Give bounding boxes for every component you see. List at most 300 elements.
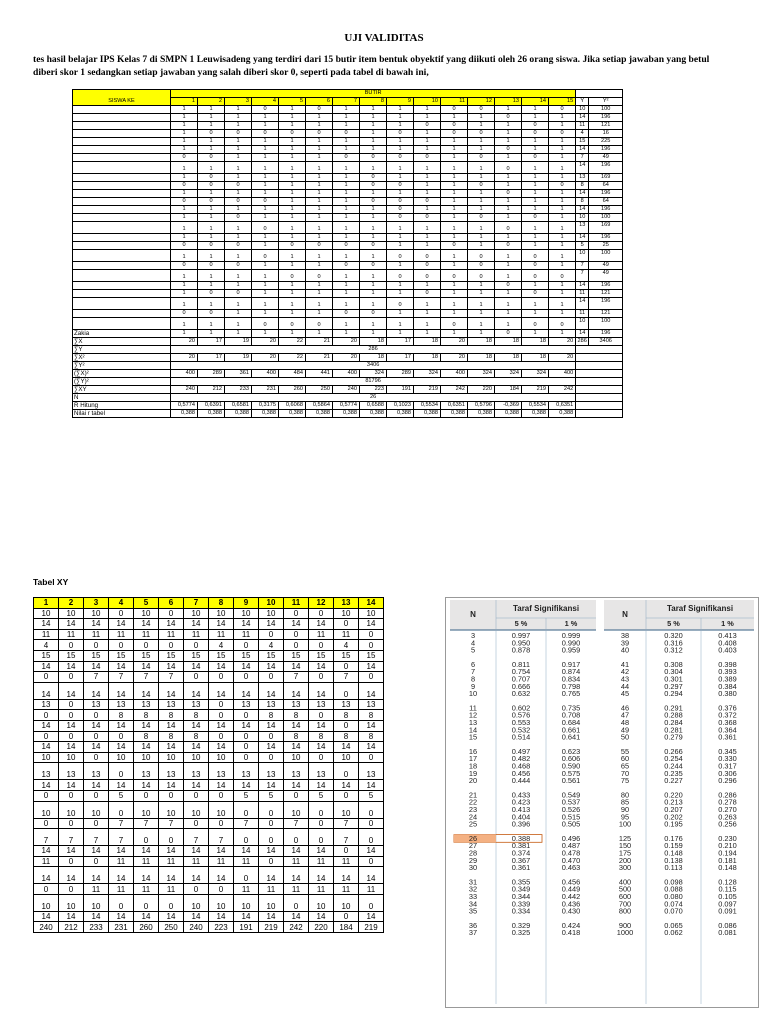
xy-cell: 11 xyxy=(209,629,234,640)
score-cell: 1 xyxy=(495,122,522,130)
xy-cell: 14 xyxy=(159,742,184,753)
xy-row xyxy=(34,884,384,895)
score-cell: 1 xyxy=(549,242,576,250)
r-table-n: 21 xyxy=(468,790,478,800)
score-cell: 1 xyxy=(225,114,252,122)
score-cell: 1 xyxy=(333,174,360,182)
r-table-n: 37 xyxy=(468,928,478,938)
r-table-n: 32 xyxy=(468,884,478,894)
r-table-1pct: 0.105 xyxy=(718,892,737,901)
xy-row xyxy=(34,682,384,699)
r-tabel-row-cell: 0,388 xyxy=(414,410,441,418)
student-row xyxy=(73,290,623,298)
score-cell: 0 xyxy=(468,182,495,190)
score-cell: 1 xyxy=(279,174,306,182)
score-cell: 1 xyxy=(306,190,333,198)
r-table-5pct: 0.482 xyxy=(511,754,531,764)
xy-cell: 10 xyxy=(59,894,84,911)
y2-header: Y² xyxy=(589,98,623,106)
sum-x-squared-row-cell: 400 xyxy=(441,370,468,378)
sum-x-squared-row-cell: 324 xyxy=(360,370,387,378)
r-table-n: 8 xyxy=(470,674,476,684)
score-cell: 0 xyxy=(414,198,441,206)
score-cell: 1 xyxy=(333,162,360,174)
score-cell: 1 xyxy=(279,122,306,130)
xy-row xyxy=(34,640,384,651)
xy-row xyxy=(34,818,384,829)
xy-cell: 13 xyxy=(134,763,159,780)
xy-cell: 14 xyxy=(259,780,284,791)
student-row xyxy=(73,106,623,114)
xy-cell: 8 xyxy=(334,710,359,721)
xy-cell: 13 xyxy=(184,763,209,780)
r-table-1pct: 0.526 xyxy=(561,805,581,814)
xy-cell: 10 xyxy=(359,608,384,619)
sum-x-squared-row-cell: 361 xyxy=(225,370,252,378)
xy-cell: 13 xyxy=(84,699,109,710)
sum-xy-row-cell: 191 xyxy=(387,386,414,394)
r-table-5pct: 0.396 xyxy=(511,819,531,829)
r-table-1pct: 0.230 xyxy=(718,833,737,843)
xy-cell: 0 xyxy=(284,894,309,911)
score-cell: 1 xyxy=(495,298,522,310)
score-cell: 1 xyxy=(468,174,495,182)
score-cell: 1 xyxy=(225,330,252,338)
r-hitung-row-cell: 0,5774 xyxy=(171,402,198,410)
sum-x2-row-cell: 19 xyxy=(225,354,252,362)
xy-cell: 10 xyxy=(209,801,234,818)
score-cell: 0 xyxy=(495,242,522,250)
xy-cell: 0 xyxy=(134,894,159,911)
xy-cell: 0 xyxy=(59,710,84,721)
r-hitung-row-cell: 0,1023 xyxy=(387,402,414,410)
score-cell: 0 xyxy=(360,262,387,270)
score-cell: 1 xyxy=(225,154,252,162)
y2-value: 196 xyxy=(589,206,623,214)
xy-cell: 14 xyxy=(234,780,259,791)
score-cell: 1 xyxy=(441,262,468,270)
r-table-5pct: 0.062 xyxy=(664,928,683,938)
xy-cell: 10 xyxy=(159,801,184,818)
r-hitung-row-cell: 0,6391 xyxy=(198,402,225,410)
score-cell: 1 xyxy=(468,282,495,290)
score-cell: 1 xyxy=(252,206,279,214)
score-cell: 1 xyxy=(225,234,252,242)
score-cell: 0 xyxy=(441,318,468,330)
r-table-1pct: 0.418 xyxy=(561,928,581,938)
score-cell: 0 xyxy=(360,154,387,162)
student-row xyxy=(73,310,623,318)
student-row xyxy=(73,114,623,122)
score-cell: 1 xyxy=(387,310,414,318)
score-cell: 1 xyxy=(279,214,306,222)
score-cell: 1 xyxy=(468,198,495,206)
score-cell: 1 xyxy=(414,190,441,198)
r-table-1pct: 0.735 xyxy=(561,703,581,713)
xy-cell: 0 xyxy=(284,790,309,801)
xy-cell: 13 xyxy=(359,699,384,710)
score-cell: 0 xyxy=(387,214,414,222)
score-cell: 1 xyxy=(198,190,225,198)
y2-value: 121 xyxy=(589,122,623,130)
score-cell: 1 xyxy=(522,282,549,290)
r-table-1pct: 0.456 xyxy=(561,877,581,887)
score-cell: 0 xyxy=(171,310,198,318)
score-cell: 0 xyxy=(468,130,495,138)
xy-header-cell: 7 xyxy=(184,598,209,609)
score-cell: 1 xyxy=(414,182,441,190)
score-cell: 1 xyxy=(333,330,360,338)
sum-x2-row-cell: 18 xyxy=(522,354,549,362)
xy-cell: 7 xyxy=(284,818,309,829)
r-table-5pct: 0.320 xyxy=(664,631,683,640)
score-cell: 0 xyxy=(333,262,360,270)
r-table-n: 85 xyxy=(620,797,630,807)
xy-cell: 13 xyxy=(359,763,384,780)
score-cell: 1 xyxy=(306,162,333,174)
score-cell: 1 xyxy=(333,138,360,146)
sum-xy-row-cell: 240 xyxy=(171,386,198,394)
xy-cell: 0 xyxy=(209,699,234,710)
xy-cell: 13 xyxy=(109,699,134,710)
xy-cell: 0 xyxy=(359,752,384,763)
score-cell: 1 xyxy=(387,114,414,122)
sum-x-row-cell: 20 xyxy=(252,338,279,346)
xy-cell: 10 xyxy=(234,894,259,911)
score-cell: 0 xyxy=(225,290,252,298)
xy-cell: 7 xyxy=(184,829,209,846)
score-cell: 1 xyxy=(252,146,279,154)
r-table-n: 95 xyxy=(620,812,630,822)
score-cell: 1 xyxy=(495,174,522,182)
r-table-5pct: 0.344 xyxy=(511,892,531,901)
r-table-1pct: 0.470 xyxy=(561,855,581,865)
xy-cell: 219 xyxy=(259,922,284,933)
r-table-1pct: 0.389 xyxy=(718,674,737,684)
score-cell: 1 xyxy=(333,250,360,262)
student-row xyxy=(73,270,623,282)
r-table-1pct-header: 1 % xyxy=(721,619,734,628)
r-table-5pct: 0.227 xyxy=(664,776,683,786)
score-cell: 1 xyxy=(333,206,360,214)
xy-cell: 5 xyxy=(309,790,334,801)
xy-cell: 10 xyxy=(334,608,359,619)
score-cell: 1 xyxy=(495,138,522,146)
score-cell: 1 xyxy=(468,234,495,242)
score-cell: 0 xyxy=(441,242,468,250)
xy-row xyxy=(34,742,384,753)
r-tabel-row-cell: 0,388 xyxy=(549,410,576,418)
score-cell: 1 xyxy=(198,138,225,146)
r-table-1pct: 0.263 xyxy=(718,812,737,822)
r-table-5pct: 0.304 xyxy=(664,667,683,677)
r-table-1pct: 0.487 xyxy=(561,841,581,851)
xy-cell: 14 xyxy=(259,682,284,699)
score-cell: 1 xyxy=(468,138,495,146)
sum-x-row-cell: 18 xyxy=(360,338,387,346)
score-cell: 0 xyxy=(279,318,306,330)
r-table-5pct: 0.235 xyxy=(664,768,683,778)
score-cell: 0 xyxy=(522,262,549,270)
xy-cell: 0 xyxy=(84,640,109,651)
score-cell: 0 xyxy=(468,106,495,114)
score-cell: 1 xyxy=(171,250,198,262)
sum-x2-row-blank xyxy=(576,354,623,362)
r-table-5pct: 0.997 xyxy=(511,631,531,640)
score-cell: 1 xyxy=(279,250,306,262)
xy-header-cell: 12 xyxy=(309,598,334,609)
score-cell: 1 xyxy=(306,214,333,222)
r-tabel-row-cell: 0,388 xyxy=(360,410,387,418)
r-table-n: 34 xyxy=(468,899,478,909)
xy-cell: 11 xyxy=(284,856,309,867)
sum-x-squared-row-cell: 400 xyxy=(252,370,279,378)
r-tabel-row-cell: 0,388 xyxy=(333,410,360,418)
score-cell: 1 xyxy=(549,154,576,162)
xy-cell: 0 xyxy=(284,629,309,640)
xy-cell: 14 xyxy=(34,682,59,699)
item-number: 12 xyxy=(468,98,495,106)
student-name xyxy=(73,130,171,138)
score-cell: 0 xyxy=(360,310,387,318)
r-table-n: 90 xyxy=(620,805,630,814)
xy-cell: 14 xyxy=(34,911,59,922)
xy-cell: 13 xyxy=(284,763,309,780)
r-table-1pct: 0.537 xyxy=(561,797,581,807)
xy-cell: 11 xyxy=(134,884,159,895)
r-table-1pct: 0.256 xyxy=(718,819,737,829)
score-cell: 1 xyxy=(441,174,468,182)
xy-cell: 14 xyxy=(134,742,159,753)
score-cell: 1 xyxy=(333,298,360,310)
sum-x2-row-cell: 22 xyxy=(279,354,306,362)
r-table-5pct: 0.576 xyxy=(511,710,531,720)
xy-cell: 14 xyxy=(59,619,84,630)
student-row xyxy=(73,330,623,338)
student-name: Zakia xyxy=(73,330,171,338)
r-tabel-row-cell: 0,388 xyxy=(252,410,279,418)
xy-row xyxy=(34,752,384,763)
student-name xyxy=(73,262,171,270)
score-cell: 1 xyxy=(495,262,522,270)
y-value: 4 xyxy=(576,130,589,138)
score-cell: 0 xyxy=(522,250,549,262)
sum-y-squared-row-value: 81796 xyxy=(171,378,576,386)
score-cell: 1 xyxy=(441,138,468,146)
r-table-1pct: 0.606 xyxy=(561,754,581,764)
xy-cell: 7 xyxy=(109,818,134,829)
score-cell: 1 xyxy=(522,198,549,206)
y-value: 14 xyxy=(576,162,589,174)
xy-cell: 11 xyxy=(159,856,184,867)
r-table-5pct: 0.074 xyxy=(664,899,683,909)
score-cell: 1 xyxy=(252,162,279,174)
r-table-1pct: 0.330 xyxy=(718,754,737,764)
xy-row xyxy=(34,790,384,801)
score-cell: 0 xyxy=(414,154,441,162)
n-row xyxy=(73,394,623,402)
y2-value: 169 xyxy=(589,174,623,182)
r-table-1pct: 0.296 xyxy=(718,776,737,786)
xy-cell: 240 xyxy=(34,922,59,933)
score-cell: 0 xyxy=(198,182,225,190)
xy-cell: 14 xyxy=(309,846,334,857)
score-cell: 0 xyxy=(387,298,414,310)
xy-cell: 14 xyxy=(184,780,209,791)
xy-cell: 260 xyxy=(134,922,159,933)
score-cell: 1 xyxy=(252,174,279,182)
xy-cell: 0 xyxy=(34,710,59,721)
r-hitung-row-cell: -0,369 xyxy=(495,402,522,410)
xy-cell: 15 xyxy=(184,650,209,661)
xy-cell: 10 xyxy=(34,608,59,619)
xy-cell: 7 xyxy=(284,672,309,683)
r-table-5pct: 0.138 xyxy=(664,855,683,865)
xy-cell: 14 xyxy=(134,846,159,857)
xy-cell: 0 xyxy=(159,894,184,911)
xy-cell: 14 xyxy=(259,742,284,753)
xy-cell: 0 xyxy=(234,710,259,721)
score-cell: 0 xyxy=(252,106,279,114)
score-cell: 1 xyxy=(333,282,360,290)
score-cell: 1 xyxy=(549,298,576,310)
score-cell: 1 xyxy=(171,214,198,222)
score-cell: 1 xyxy=(306,174,333,182)
score-cell: 0 xyxy=(522,214,549,222)
xy-cell: 0 xyxy=(309,640,334,651)
score-cell: 1 xyxy=(279,182,306,190)
xy-cell: 14 xyxy=(34,619,59,630)
score-cell: 0 xyxy=(306,270,333,282)
xy-cell: 14 xyxy=(284,619,309,630)
sum-x2-row-cell: 18 xyxy=(495,354,522,362)
xy-cell: 15 xyxy=(259,650,284,661)
y-value: 10 xyxy=(576,214,589,222)
score-cell: 0 xyxy=(198,290,225,298)
xy-header-cell: 4 xyxy=(109,598,134,609)
y-value: 10 xyxy=(576,250,589,262)
xy-cell: 14 xyxy=(309,780,334,791)
r-table-1pct: 0.834 xyxy=(561,674,581,684)
student-name xyxy=(73,214,171,222)
xy-cell: 0 xyxy=(84,710,109,721)
score-cell: 1 xyxy=(522,242,549,250)
score-cell: 1 xyxy=(549,330,576,338)
xy-cell: 0 xyxy=(309,710,334,721)
score-cell: 1 xyxy=(333,114,360,122)
xy-cell: 0 xyxy=(184,884,209,895)
score-cell: 1 xyxy=(549,146,576,154)
xy-cell: 7 xyxy=(334,818,359,829)
xy-cell: 11 xyxy=(284,884,309,895)
r-table-n: 40 xyxy=(620,645,630,655)
xy-row xyxy=(34,608,384,619)
student-name xyxy=(73,162,171,174)
xy-cell: 0 xyxy=(209,710,234,721)
xy-cell: 14 xyxy=(184,911,209,922)
r-table-n: 22 xyxy=(468,797,478,807)
xy-cell: 10 xyxy=(334,752,359,763)
xy-cell: 11 xyxy=(234,884,259,895)
xy-cell: 8 xyxy=(109,710,134,721)
score-cell: 1 xyxy=(171,270,198,282)
y-value: 14 xyxy=(576,206,589,214)
sum-x-squared-row-cell: 289 xyxy=(198,370,225,378)
xy-cell: 7 xyxy=(209,829,234,846)
score-cell: 1 xyxy=(549,282,576,290)
score-cell: 0 xyxy=(225,182,252,190)
r-tabel-row-cell: 0,388 xyxy=(279,410,306,418)
y2-value: 196 xyxy=(589,190,623,198)
xy-cell: 0 xyxy=(159,608,184,619)
xy-cell: 14 xyxy=(309,911,334,922)
score-cell: 1 xyxy=(306,138,333,146)
xy-cell: 0 xyxy=(234,672,259,683)
xy-cell: 15 xyxy=(284,650,309,661)
student-row xyxy=(73,234,623,242)
item-number: 9 xyxy=(387,98,414,106)
sum-xy-row-cell: 212 xyxy=(198,386,225,394)
score-cell: 0 xyxy=(468,154,495,162)
r-table-5pct: 0.707 xyxy=(511,674,531,684)
score-cell: 1 xyxy=(360,106,387,114)
score-cell: 1 xyxy=(441,146,468,154)
score-cell: 1 xyxy=(306,146,333,154)
score-cell: 0 xyxy=(252,198,279,206)
sum-x-row-cell: 20 xyxy=(333,338,360,346)
score-cell: 0 xyxy=(414,270,441,282)
xy-cell: 13 xyxy=(334,699,359,710)
sum-x-row-cell: 18 xyxy=(522,338,549,346)
score-cell: 1 xyxy=(468,290,495,298)
xy-cell: 10 xyxy=(309,894,334,911)
score-cell: 1 xyxy=(333,106,360,114)
y2-value: 196 xyxy=(589,330,623,338)
score-cell: 1 xyxy=(252,330,279,338)
xy-cell: 13 xyxy=(259,699,284,710)
xy-header-cell: 6 xyxy=(159,598,184,609)
sum-x-squared-row-cell: 400 xyxy=(171,370,198,378)
r-table-1pct: 0.317 xyxy=(718,761,737,771)
sum-y-row xyxy=(73,346,623,354)
xy-cell: 14 xyxy=(134,661,159,672)
xy-cell: 14 xyxy=(34,867,59,884)
r-table-5pct: 0.329 xyxy=(511,920,531,930)
xy-cell: 14 xyxy=(34,720,59,731)
xy-cell: 14 xyxy=(359,867,384,884)
r-tabel-row-cell: 0,388 xyxy=(198,410,225,418)
xy-cell: 10 xyxy=(334,894,359,911)
xy-cell: 10 xyxy=(34,801,59,818)
r-tabel-row-label: Nilai r tabel xyxy=(73,410,171,418)
xy-cell: 10 xyxy=(134,752,159,763)
score-cell: 1 xyxy=(468,190,495,198)
score-cell: 1 xyxy=(441,198,468,206)
sum-x2-row-cell: 17 xyxy=(198,354,225,362)
xy-cell: 0 xyxy=(334,846,359,857)
sum-x-row-cell: 19 xyxy=(225,338,252,346)
score-cell: 0 xyxy=(495,114,522,122)
xy-cell: 14 xyxy=(259,846,284,857)
xy-cell: 10 xyxy=(134,608,159,619)
student-name xyxy=(73,250,171,262)
student-row xyxy=(73,282,623,290)
xy-cell: 0 xyxy=(109,608,134,619)
xy-cell: 231 xyxy=(109,922,134,933)
student-name xyxy=(73,282,171,290)
y2-value: 196 xyxy=(589,162,623,174)
r-table-5pct: 0.159 xyxy=(664,841,683,851)
